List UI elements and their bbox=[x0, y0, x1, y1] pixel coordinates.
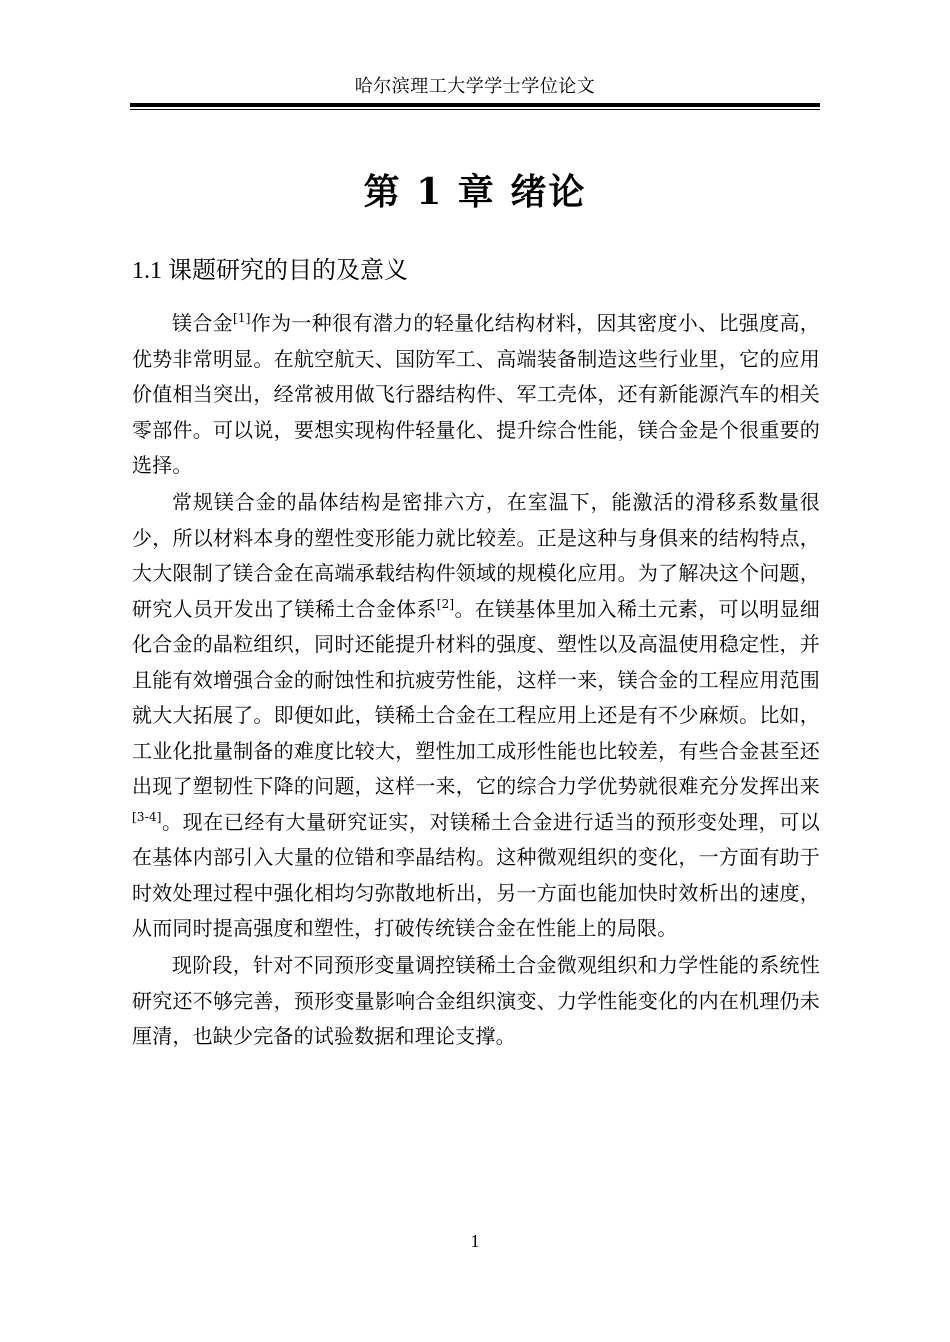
section-title: 课题研究的目的及意义 bbox=[168, 256, 408, 284]
header-rule-thick bbox=[130, 103, 820, 107]
citation-3-4: [3-4] bbox=[132, 809, 162, 824]
paragraph-1 bbox=[132, 306, 820, 484]
paragraph-2-text-b: 。在镁基体里加入稀土元素，可以明显细化合金的晶粒组织，同时还能提升材料的强度、塑性以及高温使用稳定性，并且能有效增强合金的耐蚀性和抗疲劳性能，这样一来，镁合金的工程应用范围就大大拓展了。即便如此，镁稀土合金在工程应用上还是有不少麻烦。比如，工业化批量制备的难度比较大，塑性加工成形性能也比较差，有些合金甚至还出现了塑韧性下降的问题，这样一来，它的综合力学优势就很难充分发挥出来 bbox=[132, 596, 820, 798]
running-header: 哈尔滨理工大学学士学位论文 bbox=[354, 76, 596, 97]
section-heading bbox=[132, 250, 408, 291]
section-number: 1.1 bbox=[132, 258, 162, 284]
chapter-title: 第 1 章 绪论 bbox=[363, 171, 587, 213]
paragraph-1-text-b: 作为一种很有潜力的轻量化结构材料，因其密度小、比强度高，优势非常明显。在航空航天、国防军工、高端装备制造这些行业里，它的应用价值相当突出，经常被用做飞行器结构件、军工壳体，还有新能源汽车的相关零部件。可以说，要想实现构件轻量化、提升综合性能，镁合金是个很重要的选择。 bbox=[132, 311, 820, 477]
paragraph-2-text-a: 常规镁合金的晶体结构是密排六方，在室温下，能激活的滑移系数量很少，所以材料本身的塑性变形能力就比较差。正是这种与身俱来的结构特点，大大限制了镁合金在高端承载结构件领域的规模化应用。为了解决这个问题，研究人员开发出了镁稀土合金体系 bbox=[132, 490, 820, 621]
paragraph-3-text-a: 现阶段，针对不同预形变量调控镁稀土合金微观组织和力学性能的系统性研究还不够完善，预形变量影响合金组织演变、力学性能变化的内在机理仍未厘清，也缺少完备的试验数据和理论支撑。 bbox=[132, 953, 820, 1048]
paragraph-3 bbox=[132, 948, 820, 1055]
paragraph-2 bbox=[132, 485, 820, 947]
page-number: 1 bbox=[470, 1231, 480, 1251]
citation-2: [2] bbox=[436, 596, 455, 611]
citation-1: [1] bbox=[233, 311, 251, 325]
paragraph-1-text-a: 镁合金 bbox=[172, 311, 234, 335]
paragraph-2-text-c: 。现在已经有大量研究证实，对镁稀土合金进行适当的预形变处理，可以在基体内部引入大量的位错和孪晶结构。这种微观组织的变化，一方面有助于时效处理过程中强化相均匀弥散地析出，另一方面也能加快时效析出的速度，从而同时提高强度和塑性，打破传统镁合金在性能上的局限。 bbox=[132, 809, 820, 940]
header-rule-thin bbox=[130, 109, 820, 110]
header-rule bbox=[130, 103, 820, 111]
body-text bbox=[132, 306, 820, 1056]
